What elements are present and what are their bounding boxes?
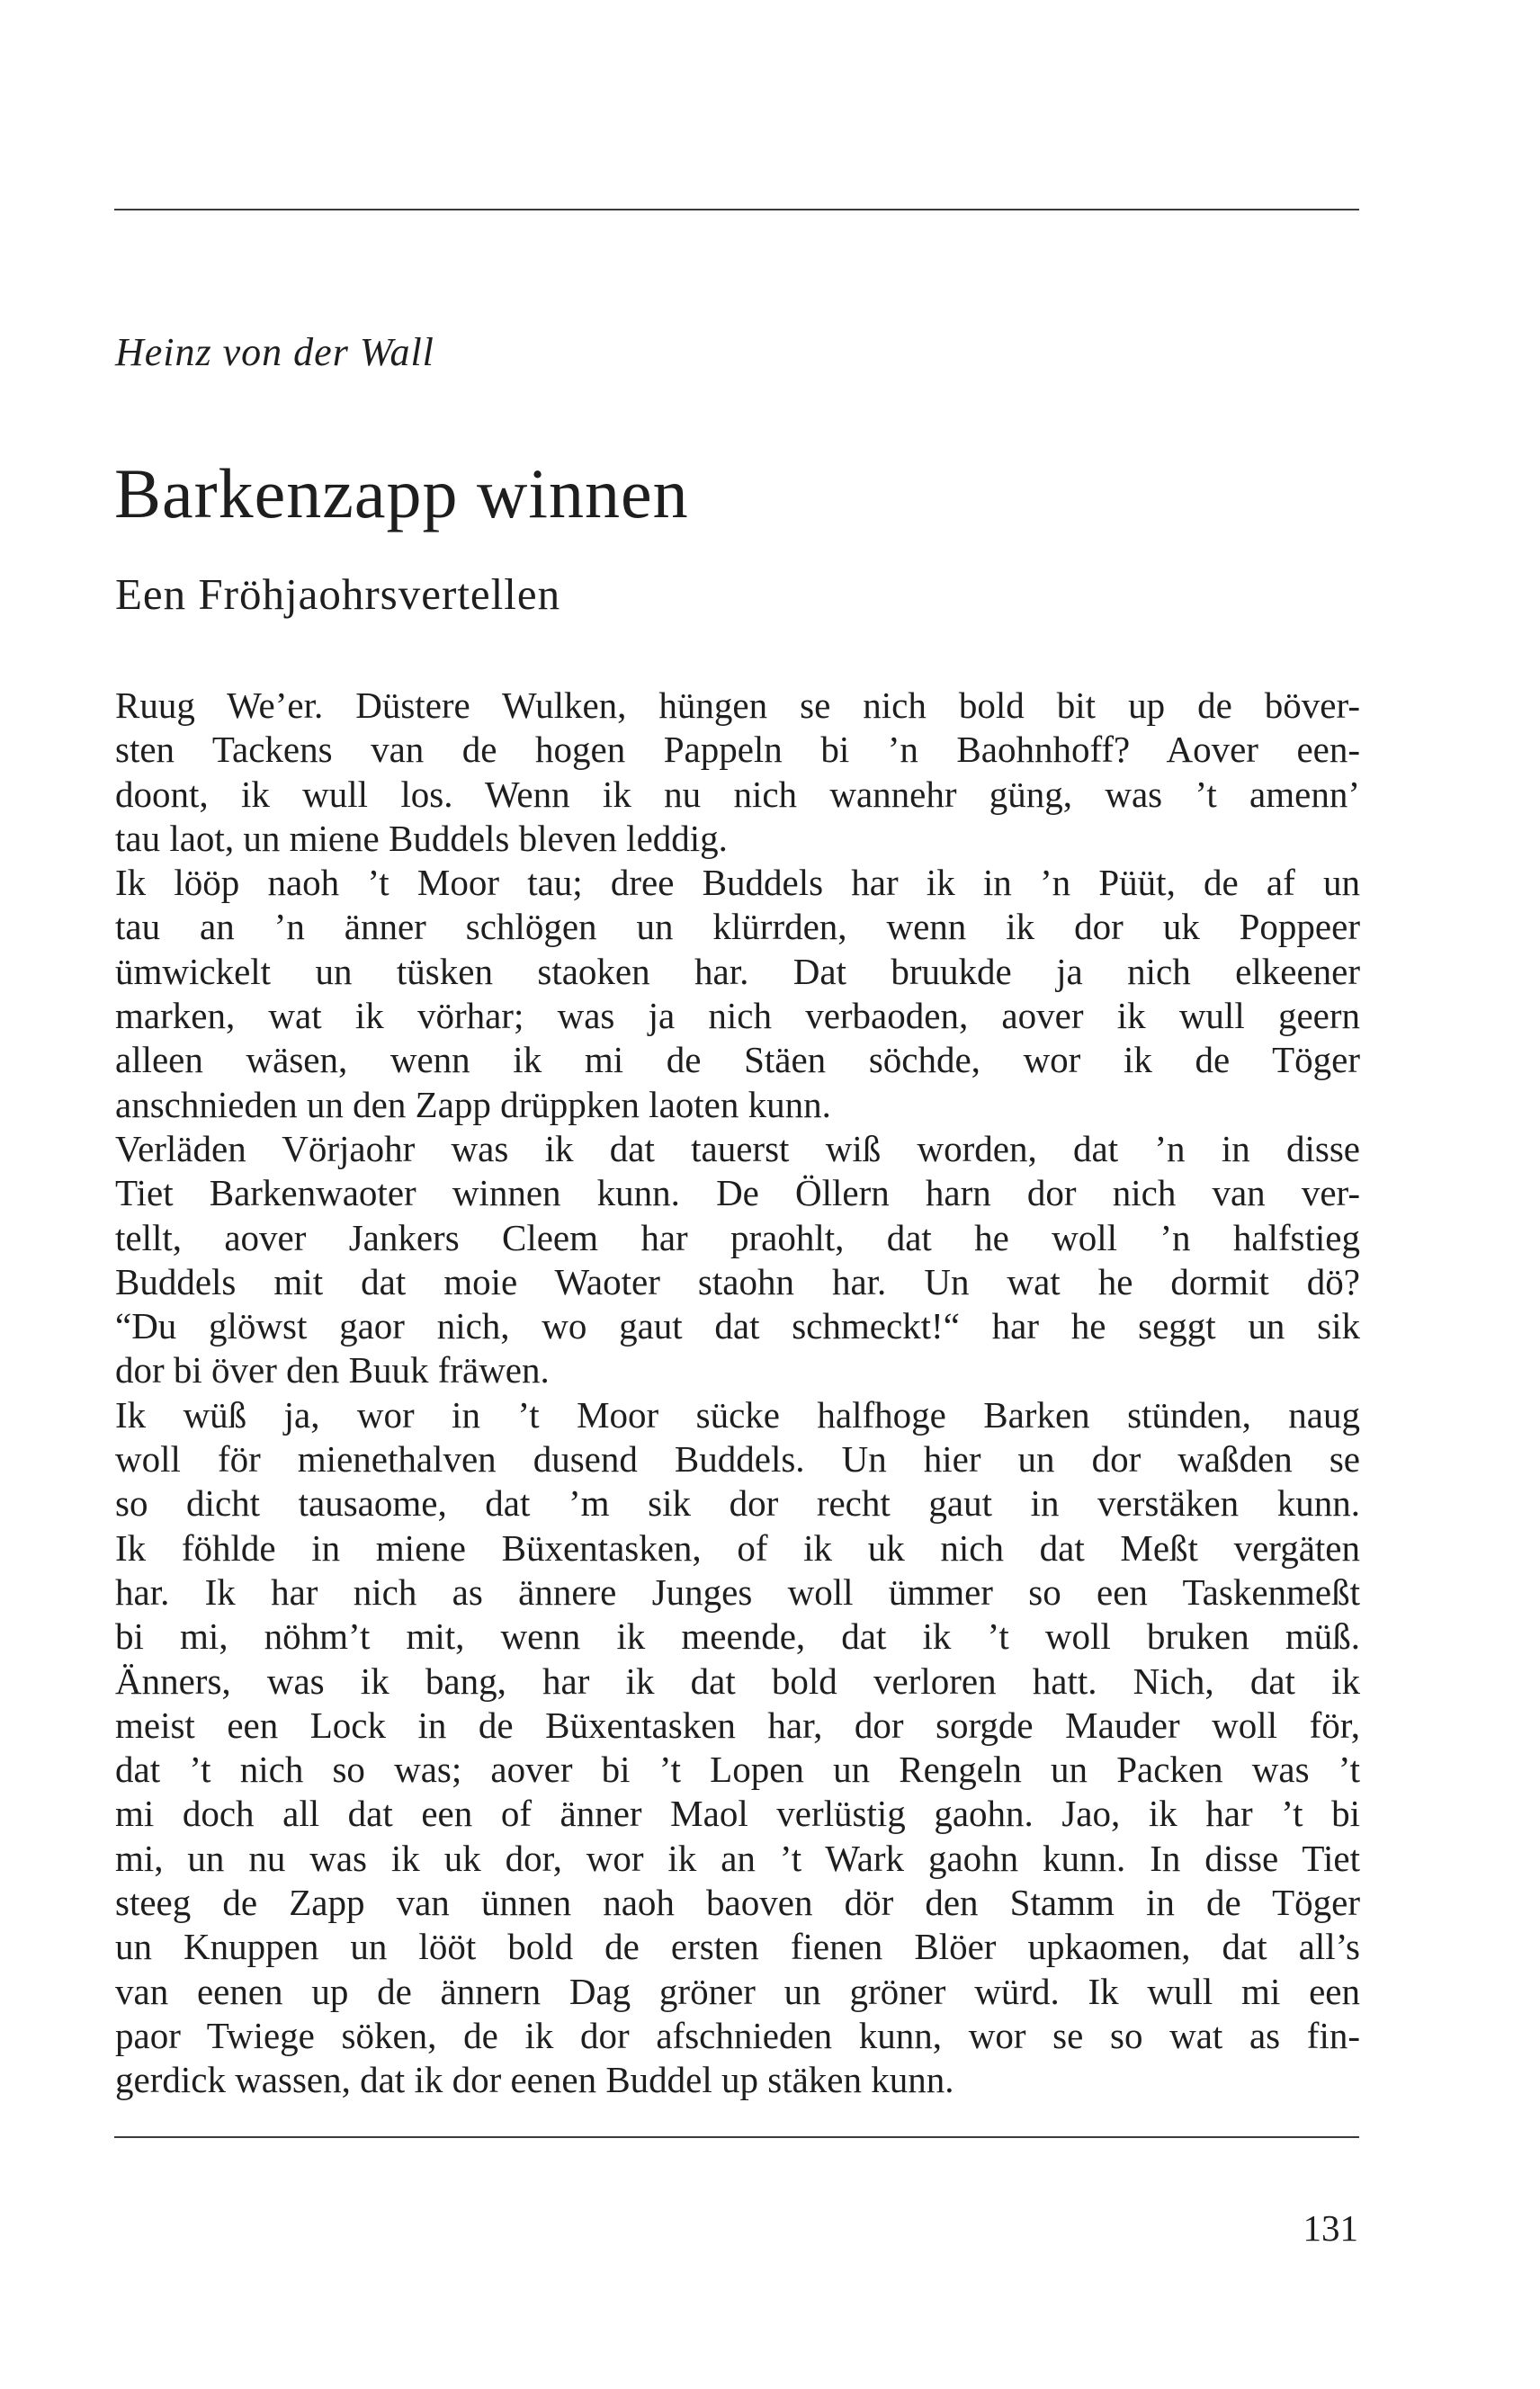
text-line: dat ’t nich so was; aover bi ’t Lopen un Rengeln un Packen was ’t	[115, 1749, 1360, 1791]
text-line: Ik lööp naoh ’t Moor tau; dree Buddels har ik in ’n Püüt, de af un	[115, 862, 1360, 904]
text-line: Ruug We’er. Düstere Wulken, hüngen se nich bold bit up de böver-	[115, 684, 1360, 726]
body-text	[115, 684, 1360, 2103]
text-line: tau laot, un miene Buddels bleven leddig.	[115, 817, 728, 859]
text-line: Buddels mit dat moie Waoter staohn har. Un wat he dormit dö?	[115, 1260, 1360, 1302]
text-line: Verläden Vörjaohr was ik dat tauerst wiß worden, dat ’n in disse	[115, 1127, 1360, 1169]
text-line: “Du glöwst gaor nich, wo gaut dat schmeckt!“ har he seggt un sik	[115, 1305, 1360, 1347]
text-line: Tiet Barkenwaoter winnen kunn. De Öllern harn dor nich van ver-	[115, 1172, 1360, 1214]
text-line: sten Tackens van de hogen Pappeln bi ’n Baohnhoff? Aover een-	[115, 729, 1360, 771]
text-line: woll för mienethalven dusend Buddels. Un hier un dor waßden se	[115, 1438, 1360, 1481]
text-line: dor bi över den Buuk fräwen.	[115, 1349, 550, 1391]
page-number: 131	[1303, 2207, 1358, 2249]
text-line: van eenen up de ännern Dag gröner un gröner würd. Ik wull mi een	[115, 1970, 1360, 2012]
bottom-rule	[114, 2136, 1359, 2138]
text-line: mi, un nu was ik uk dor, wor ik an ’t Wark gaohn kunn. In disse Tiet	[115, 1837, 1360, 1879]
text-line: so dicht tausaome, dat ’m sik dor recht gaut in verstäken kunn.	[115, 1482, 1360, 1525]
text-line: Ik föhlde in miene Büxentasken, of ik uk nich dat Meßt vergäten	[115, 1526, 1360, 1569]
text-line: steeg de Zapp van ünnen naoh baoven dör den Stamm in de Töger	[115, 1882, 1360, 1924]
text-line: alleen wäsen, wenn ik mi de Stäen söchde, wor ik de Töger	[115, 1039, 1360, 1081]
top-rule	[114, 209, 1359, 210]
text-line: Änners, was ik bang, har ik dat bold verloren hatt. Nich, dat ik	[115, 1660, 1360, 1702]
text-line: tellt, aover Jankers Cleem har praohlt, dat he woll ’n halfstieg	[115, 1216, 1360, 1258]
text-line: Ik wüß ja, wor in ’t Moor sücke halfhoge Barken stünden, naug	[115, 1393, 1360, 1436]
author-name: Heinz von der Wall	[115, 330, 434, 374]
text-line: anschnieden un den Zapp drüppken laoten kunn.	[115, 1083, 831, 1125]
text-line: doont, ik wull los. Wenn ik nu nich wannehr güng, was ’t amenn’	[115, 773, 1360, 815]
text-line: gerdick wassen, dat ik dor eenen Buddel up stäken kunn.	[115, 2059, 954, 2101]
text-line: ümwickelt un tüsken staoken har. Dat bruukde ja nich elkeener	[115, 950, 1360, 992]
text-line: har. Ik har nich as ännere Junges woll ümmer so een Taskenmeßt	[115, 1570, 1360, 1613]
text-line: mi doch all dat een of änner Maol verlüstig gaohn. Jao, ik har ’t bi	[115, 1793, 1360, 1835]
text-line: tau an ’n änner schlögen un klürrden, wenn ik dor uk Poppeer	[115, 906, 1360, 948]
text-line: bi mi, nöhm’t mit, wenn ik meende, dat ik ’t woll bruken müß.	[115, 1615, 1360, 1658]
story-title: Barkenzapp winnen	[114, 454, 689, 532]
story-subtitle: Een Fröhjaohrsvertellen	[115, 569, 561, 619]
text-line: meist een Lock in de Büxentasken har, dor sorgde Mauder woll för,	[115, 1704, 1360, 1746]
text-line: un Knuppen un lööt bold de ersten fienen Blöer upkaomen, dat all’s	[115, 1926, 1360, 1968]
text-line: marken, wat ik vörhar; was ja nich verbaoden, aover ik wull geern	[115, 995, 1360, 1037]
text-line: paor Twiege söken, de ik dor afschnieden kunn, wor se so wat as fin-	[115, 2014, 1360, 2056]
